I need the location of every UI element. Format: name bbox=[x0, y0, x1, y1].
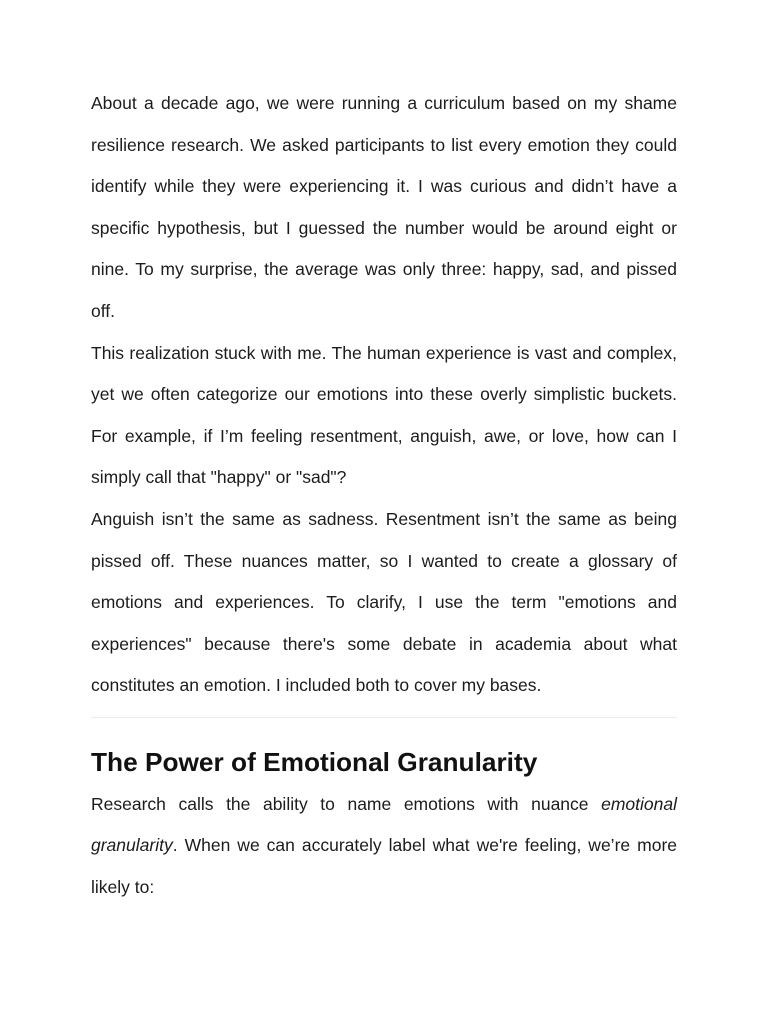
paragraph-3: Anguish isn’t the same as sadness. Resentment isn’t the same as being pissed off. These nuances matter, so I wanted to create a glossary of emotions and experiences. To clarify, I use the term "emotions and experiences" because there's some debate in academia about what constitutes an emotion. I included both to cover my bases. bbox=[91, 508, 677, 696]
article-body bbox=[91, 83, 677, 908]
intro-text-before: Research calls the ability to name emotions with nuance bbox=[91, 793, 602, 814]
section-heading: The Power of Emotional Granularity bbox=[91, 746, 538, 777]
section-intro-paragraph bbox=[91, 784, 677, 909]
intro-text-after: . When we can accurately label what we're feeling, we’re more likely to: bbox=[91, 835, 677, 897]
paragraph-2: This realization stuck with me. The human experience is vast and complex, yet we often categorize our emotions into these overly simplistic buckets. For example, if I’m feeling resentment, anguish, awe, or love, how can I simply call that "happy" or "sad"? bbox=[91, 342, 677, 488]
intro-term-emphasis: emotional granularity bbox=[91, 793, 677, 856]
section-divider bbox=[91, 717, 677, 718]
paragraph-1: About a decade ago, we were running a curriculum based on my shame resilience research. We asked participants to list every emotion they could identify while they were experiencing it. I was curious and didn’t have a specific hypothesis, but I guessed the number would be around eight or nine. To my surprise, the average was only three: happy, sad, and pissed off. bbox=[91, 93, 677, 321]
